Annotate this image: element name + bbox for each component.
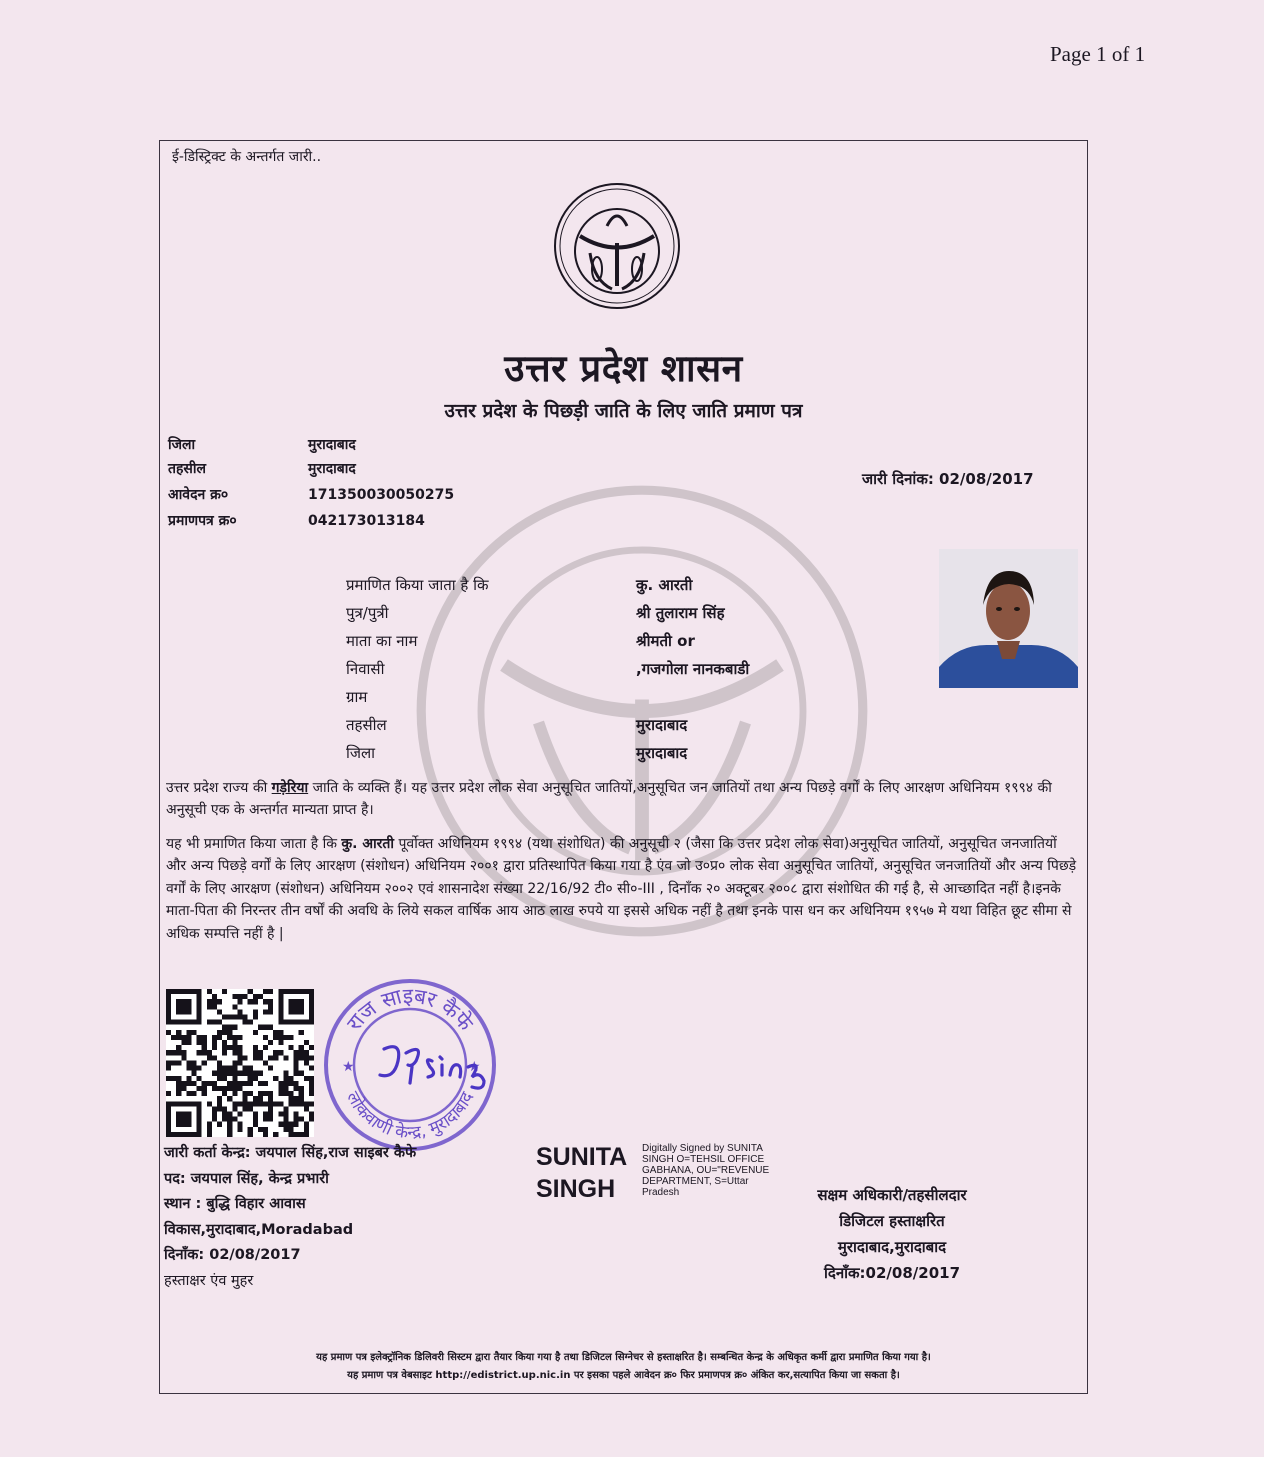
certificate: [159, 140, 1088, 1394]
detail-parent: पुत्र/पुत्री श्री तुलाराम सिंह: [346, 604, 725, 622]
issuer-place-2: विकास,मुरादाबाद,Moradabad: [164, 1221, 354, 1238]
digital-signature-detail: Digitally Signed by SUNITA SINGH O=TEHSIL OFFICE GABHANA, OU="REVENUE DEPARTMENT, S=Uttar Pradesh: [642, 1143, 770, 1198]
issuing-center-block: [164, 1141, 416, 1294]
detail-mother: माता का नाम श्रीमती or: [346, 632, 695, 650]
meta-district: जिला मुरादाबाद: [168, 437, 356, 453]
stamp-text-top: राज साइबर कैफे: [342, 983, 478, 1036]
meta-certificate-number: प्रमाणपत्र क्र० 042173013184: [168, 513, 425, 529]
detail-name: प्रमाणित किया जाता है कि कु. आरती: [346, 576, 693, 594]
issue-date: जारी दिनांक: 02/08/2017: [862, 470, 1034, 488]
detail-resident: निवासी ,गजगोला नानकबाडी: [346, 660, 750, 678]
applicant-photo: [939, 549, 1078, 688]
footer-line-1: यह प्रमाण पत्र इलेक्ट्रॉनिक डिलिवरी सिस्टम द्वारा तैयार किया गया है तथा डिजिटल सिग्नेचर से हस्ताक्षरित है। सम्बन्धित केन्द्र के अधिकृत कर्मी द्वारा प्रमाणित किया गया है।: [316, 1352, 931, 1363]
competent-officer-block: [782, 1182, 1002, 1286]
officer-date: दिनाँक:02/08/2017: [823, 1264, 961, 1282]
officer-signed: डिजिटल हस्ताक्षरित: [839, 1212, 945, 1230]
issuer-place-1: स्थान : बुद्धि विहार आवास: [164, 1196, 306, 1212]
issuer-date: दिनाँक: 02/08/2017: [164, 1247, 301, 1263]
stamp-text-bottom: लोकवाणी केन्द्र, मुरादाबाद: [342, 1088, 478, 1144]
svg-text:★: ★: [468, 1059, 481, 1075]
caste-name: गड़ेरिया: [271, 780, 309, 796]
officer-place: मुरादाबाद,मुरादाबाद: [837, 1238, 947, 1256]
page-number: Page 1 of 1: [1050, 42, 1146, 66]
document-subtitle: उत्तर प्रदेश के पिछड़ी जाति के लिए जाति प्रमाण पत्र: [444, 400, 803, 422]
meta-tehsil: तहसील मुरादाबाद: [168, 461, 356, 477]
qr-code: [166, 989, 314, 1137]
issuer-center: जारी कर्ता केन्द्र: जयपाल सिंह,राज साइबर कैफे: [164, 1145, 417, 1161]
svg-text:★: ★: [342, 1059, 355, 1075]
certification-paragraph-1: उत्तर प्रदेश राज्य की गड़ेरिया जाति के व्यक्ति हैं। यह उत्तर प्रदेश लोक सेवा अनुसूचित जातियों,अनुसूचित जन जातियों तथा अन्य पिछड़े वर्गों के लिए आरक्षण अधिनियम १९९४ की अनुसूची एक के अन्तर्गत मान्यता प्राप्त है।: [166, 780, 1052, 819]
issuer-post: पद: जयपाल सिंह, केन्द्र प्रभारी: [164, 1170, 329, 1187]
document-title: उत्तर प्रदेश शासन: [504, 347, 743, 390]
meta-application-number: आवेदन क्र० 171350030050275: [168, 487, 455, 503]
up-government-emblem-icon: [552, 181, 682, 311]
handwritten-signature: [372, 1031, 502, 1091]
applicant-name-inline: कु. आरती: [341, 836, 395, 852]
footer-line-2: यह प्रमाण पत्र वेबसाइट http://edistrict.up.nic.in पर इसका पहले आवेदन क्र० फिर प्रमाणपत्र क्र० अंकित कर,सत्यापित किया जा सकता है।: [347, 1370, 900, 1381]
detail-village: ग्राम: [346, 688, 368, 706]
footer-note: [160, 1349, 1087, 1385]
officer-title: सक्षम अधिकारी/तहसीलदार: [817, 1186, 967, 1204]
header-note: ई-डिस्ट्रिक्ट के अन्तर्गत जारी..: [172, 149, 322, 165]
detail-tehsil: तहसील मुरादाबाद: [346, 716, 688, 734]
certification-paragraph-2: यह भी प्रमाणित किया जाता है कि कु. आरती पूर्वोक्त अधिनियम १९९४ (यथा संशोधित) की अनुसूची २ (जैसा कि उत्तर प्रदेश लोक सेवा)अनुसूचित जातियों, अनुसूचित जनजातियों और अन्य पिछड़े वर्गों के लिए आरक्षण (संशोधन) अधिनियम २००१ द्वारा प्रतिस्थापित किया गया है एंव जो उ०प्र० लोक सेवा अनुसूचित जातियों, अनुसूचित जनजातियों और अन्य पिछड़े वर्गों के लिए आरक्षण (संशोधन) अधिनियम २००२ एवं शासनादेश संख्या 22/16/92 टी० सी०-III , दिनाँक २० अक्टूबर २००८ द्वारा संशोधित की गई है, से आच्छादित नहीं है।इनके माता-पिता की निरन्तर तीन वर्षों की अवधि के लिये सकल वार्षिक आय आठ लाख रुपये या इससे अधिक नहीं है तथा इनके पास धन कर अधिनियम १९५७ मे यथा विहित छूट सीमा से अधिक सम्पत्ति नहीं है |: [166, 836, 1077, 942]
issuer-sign-seal-label: हस्ताक्षर एंव मुहर: [164, 1272, 254, 1289]
detail-district: जिला मुरादाबाद: [346, 744, 688, 762]
digital-signer-name: SUNITA SINGH: [536, 1143, 628, 1203]
